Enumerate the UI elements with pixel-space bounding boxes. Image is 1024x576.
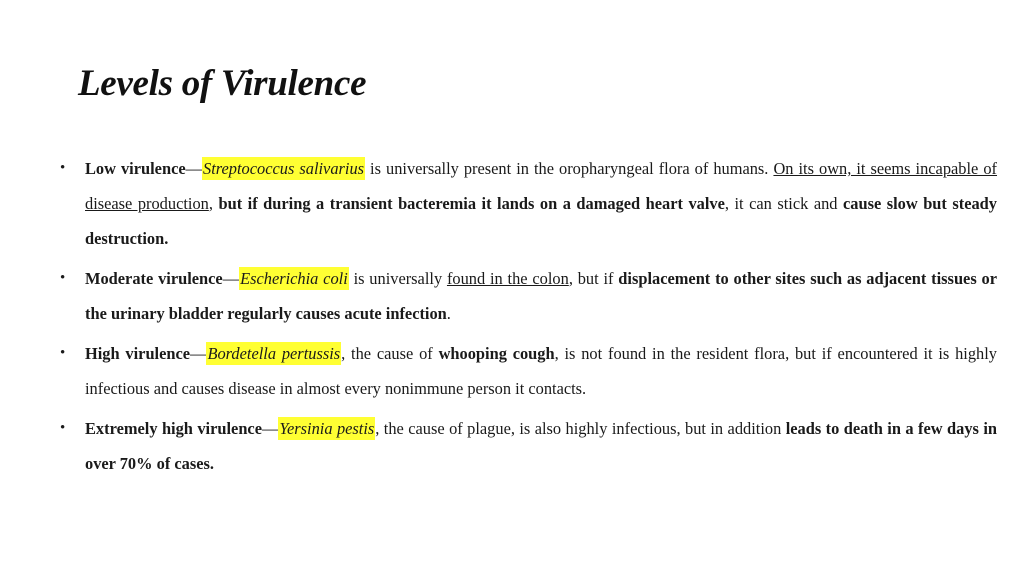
level-label: High virulence <box>85 344 191 363</box>
bullet-dot-icon: • <box>60 270 66 286</box>
organism-name-highlight: Yersinia pestis <box>279 419 375 438</box>
organism-name-highlight: Streptococcus salivarius <box>203 159 365 178</box>
bullet-dot-icon: • <box>60 160 66 176</box>
bullet-low-virulence <box>60 151 997 256</box>
bold-text: cause slow but steady destruction. <box>85 194 997 248</box>
body-text: , it can stick and <box>724 194 843 213</box>
organism-name-highlight: Bordetella pertussis <box>207 344 341 363</box>
bullet-moderate-virulence <box>60 261 997 331</box>
bullet-dot-icon: • <box>60 345 66 361</box>
body-text: , but if <box>568 269 619 288</box>
body-text: , is not found in the resident flora, but if encountered it is highly infectious and causes disease in almost every nonimmune person it contacts. <box>85 344 997 398</box>
slide-title: Levels of Virulence <box>78 63 367 104</box>
level-label: Extremely high virulence <box>85 419 262 438</box>
em-dash: — <box>261 419 279 438</box>
level-label: Moderate virulence <box>85 269 223 288</box>
body-text: , the cause of plague, is also highly infectious, but in addition <box>375 419 786 438</box>
bold-text: but if during a transient bacteremia it lands on a damaged heart valve <box>218 194 725 213</box>
body-text: is universally <box>348 269 447 288</box>
body-text: , <box>208 194 219 213</box>
bullet-extremely-high-virulence <box>60 411 997 481</box>
bullet-high-virulence <box>60 336 997 406</box>
body-text: , the cause of <box>341 344 439 363</box>
underlined-text: On its own, it seems incapable of disease production <box>85 159 998 213</box>
bold-text: displacement to other sites such as adjacent tissues or the urinary bladder regularly causes acute infection <box>85 269 997 323</box>
level-label: Low virulence <box>85 159 186 178</box>
underlined-text: found in the colon <box>446 269 569 288</box>
bullet-dot-icon: • <box>60 420 66 436</box>
bold-text: whooping cough <box>438 344 555 363</box>
em-dash: — <box>185 159 203 178</box>
body-text: is universally present in the oropharyngeal flora of humans. <box>365 159 774 178</box>
body-text: . <box>446 304 451 323</box>
organism-name-highlight: Escherichia coli <box>240 269 348 288</box>
em-dash: — <box>190 344 207 363</box>
bold-text: leads to death in a few days in over 70% of cases. <box>85 419 997 473</box>
bullet-list <box>60 151 997 486</box>
em-dash: — <box>222 269 240 288</box>
